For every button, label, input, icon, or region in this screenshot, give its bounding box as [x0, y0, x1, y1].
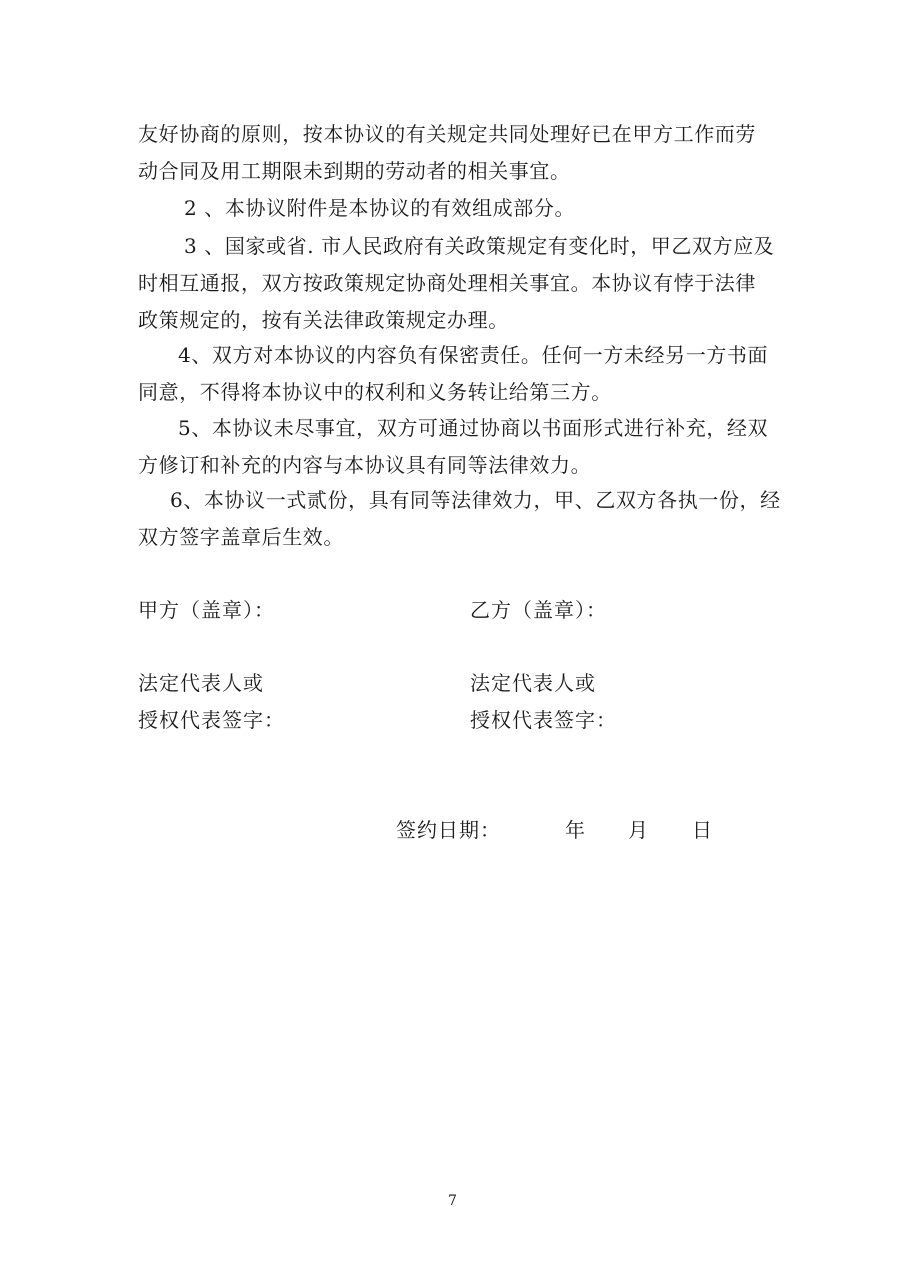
clause-continuation — [138, 116, 778, 190]
text-line: 双方签字盖章后生效。 — [138, 525, 344, 549]
date-year-label: 年 — [565, 818, 586, 842]
party-a-sign-label: 授权代表签字： — [138, 708, 285, 732]
party-b-seal-label: 乙方（盖章）： — [470, 598, 607, 622]
clause-5 — [138, 410, 778, 484]
page-number: 7 — [448, 1193, 457, 1209]
clause-2 — [138, 190, 778, 227]
text-line: 3 、国家或省. 市人民政府有关政策规定有变化时，甲乙双方应及 — [184, 234, 775, 258]
text-line: 2 、本协议附件是本协议的有效组成部分。 — [184, 196, 576, 220]
date-day-label: 日 — [692, 818, 713, 842]
clause-4 — [138, 337, 778, 411]
text-line: 5、本协议未尽事宜，双方可通过协商以书面形式进行补充，经双 — [178, 416, 769, 440]
text-line: 6、本协议一式贰份，具有同等法律效力，甲、乙双方各执一份，经 — [170, 488, 781, 512]
signing-date-label: 签约日期： — [396, 818, 501, 842]
party-b-sign-label: 授权代表签字： — [470, 708, 617, 732]
clause-6 — [138, 482, 781, 556]
text-line: 时相互通报，双方按政策规定协商处理相关事宜。本协议有悖于法律 — [138, 271, 756, 295]
text-line: 动合同及用工期限未到期的劳动者的相关事宜。 — [138, 159, 571, 183]
party-b-rep-label: 法定代表人或 — [470, 671, 596, 695]
party-a-rep-label: 法定代表人或 — [138, 671, 264, 695]
clause-3 — [138, 228, 778, 339]
text-line: 友好协商的原则，按本协议的有关规定共同处理好已在甲方工作而劳 — [138, 122, 756, 146]
text-line: 政策规定的，按有关法律政策规定办理。 — [138, 308, 509, 332]
party-a-seal-label: 甲方（盖章）： — [138, 598, 275, 622]
date-month-label: 月 — [628, 818, 649, 842]
text-line: 4、双方对本协议的内容负有保密责任。任何一方未经另一方书面 — [178, 343, 769, 367]
text-line: 方修订和补充的内容与本协议具有同等法律效力。 — [138, 453, 592, 477]
text-line: 同意，不得将本协议中的权利和义务转让给第三方。 — [138, 380, 612, 404]
